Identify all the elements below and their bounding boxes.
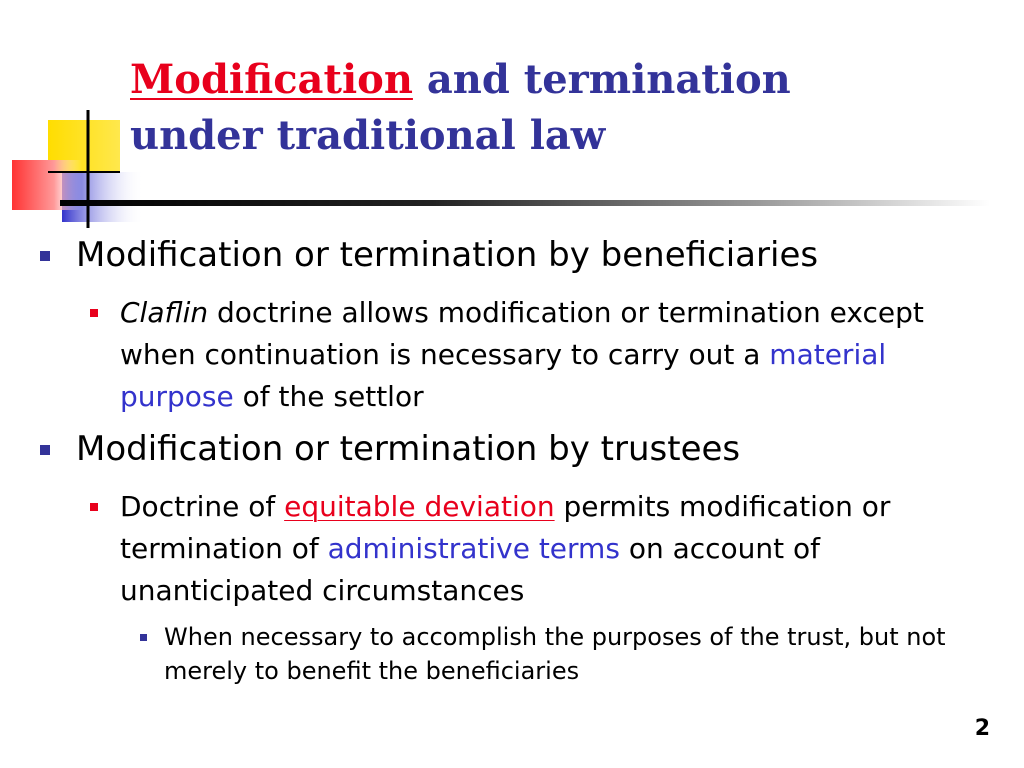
bullet-text: permits modification or termination of [120, 490, 891, 565]
sub-bullet-item [36, 292, 1006, 418]
bullet-marker [40, 445, 50, 455]
bullet-item [36, 232, 1006, 278]
bullet-text: Modification or termination by beneficiaries [76, 235, 819, 275]
highlighted-term: equitable deviation [284, 490, 555, 523]
highlighted-term: administrative terms [327, 532, 620, 565]
bullet-text: of the settlor [242, 380, 424, 413]
bullet-item [36, 426, 1006, 472]
sub-sub-bullet-item [36, 620, 1006, 688]
title-divider [60, 200, 990, 206]
bullet-marker [40, 251, 50, 261]
bullet-text: on account of unanticipated circumstances [120, 532, 821, 607]
sub-bullet-item [36, 486, 1006, 612]
bullet-text: doctrine allows modification or termination except when continuation is necessary to carry out a [120, 296, 924, 371]
slide-title [130, 52, 1015, 164]
bullet-marker [90, 309, 98, 317]
title-line2: under traditional law [130, 112, 606, 159]
case-name: Claflin [120, 296, 209, 329]
bullet-text: When necessary to accomplish the purposes of the trust, but not merely to benefit the beneficiaries [164, 623, 946, 685]
bullet-text: Modification or termination by trustees [76, 429, 741, 469]
highlighted-term: material purpose [120, 338, 887, 413]
title-accent: Modification [130, 56, 413, 103]
bullet-text: Doctrine of [120, 490, 276, 523]
title-rest: and termination [426, 56, 791, 103]
bullet-marker [90, 503, 98, 511]
page-number: 2 [974, 716, 990, 741]
slide-content [36, 232, 1006, 688]
bullet-marker [140, 634, 147, 641]
